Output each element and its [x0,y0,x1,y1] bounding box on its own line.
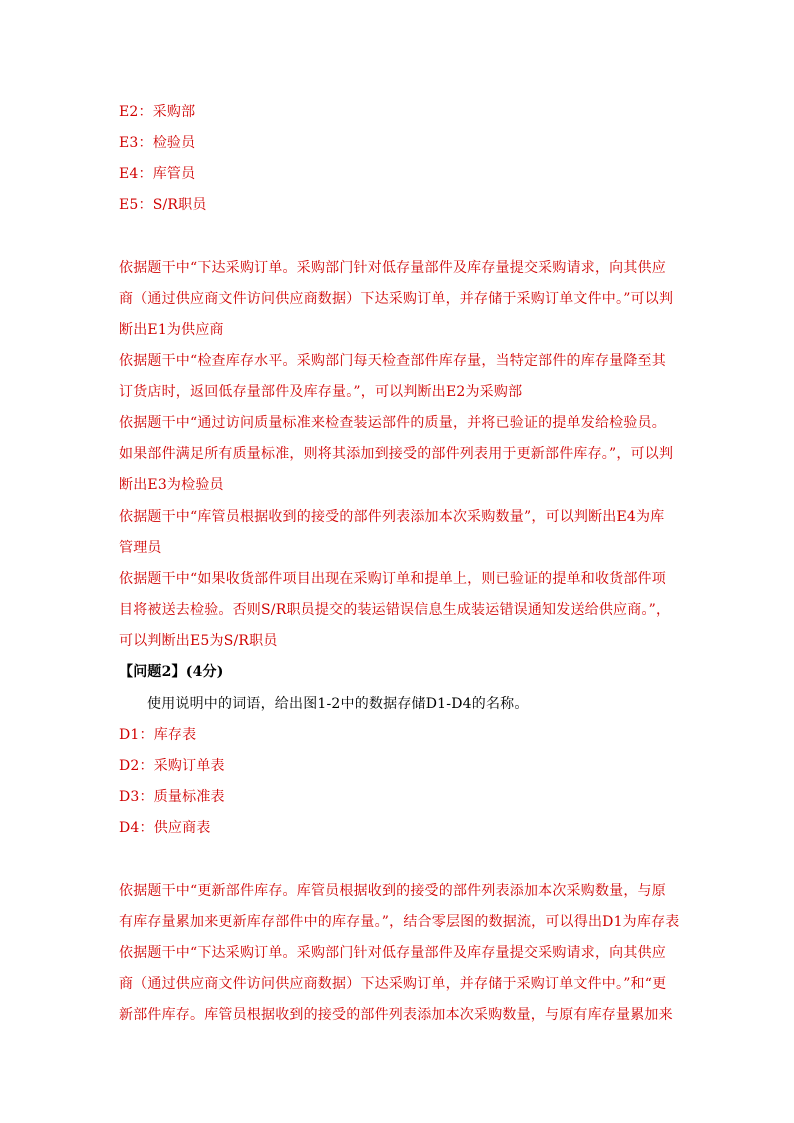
analysis-line: 依据题干中“库管员根据收到的接受的部件列表添加本次采购数量”，可以判断出E4为库 [119,509,665,525]
answer-item-e2: E2：采购部 [119,104,196,120]
analysis-line: 目将被送去检验。否则S/R职员提交的装运错误信息生成装运错误通知发送给供应商。”， [119,602,671,618]
answer-item-e5: E5：S/R职员 [119,197,207,213]
answer-item-e3: E3：检验员 [119,135,196,151]
analysis-line: 依据题干中“如果收货部件项目出现在采购订单和提单上，则已验证的提单和收货部件项 [119,571,666,587]
analysis-line: 依据题干中“检查库存水平。采购部门每天检查部件库存量，当特定部件的库存量降至其 [119,353,666,369]
answer-item-d3: D3：质量标准表 [119,789,225,805]
answer-item-d1: D1：库存表 [119,727,197,743]
analysis-line: 管理员 [119,540,162,556]
analysis-line: 断出E1为供应商 [119,322,224,338]
answer-item-d2: D2：采购订单表 [119,758,225,774]
analysis-line: 依据题干中“通过访问质量标准来检查装运部件的质量，并将已验证的提单发给检验员。 [119,415,666,431]
analysis-line: 断出E3为检验员 [119,477,224,493]
analysis-line: 可以判断出E5为S/R职员 [119,633,278,649]
analysis-line: 新部件库存。库管员根据收到的接受的部件列表添加本次采购数量，与原有库存量累加来 [119,1007,673,1023]
analysis-line: 依据题干中“下达采购订单。采购部门针对低存量部件及库存量提交采购请求，向其供应 [119,260,666,276]
analysis-line: 依据题干中“下达采购订单。采购部门针对低存量部件及库存量提交采购请求，向其供应 [119,945,666,961]
answer-item-d4: D4：供应商表 [119,820,211,836]
question-heading: 【问题2】(4分) [119,664,224,680]
analysis-line: 商（通过供应商文件访问供应商数据）下达采购订单，并存储于采购订单文件中。”可以判 [119,291,674,307]
answer-item-e4: E4：库管员 [119,166,196,182]
analysis-line: 有库存量累加来更新库存部件中的库存量。”，结合零层图的数据流，可以得出D1为库存表 [119,914,680,930]
analysis-line: 商（通过供应商文件访问供应商数据）下达采购订单，并存储于采购订单文件中。”和“更 [119,976,667,992]
analysis-line: 依据题干中“更新部件库存。库管员根据收到的接受的部件列表添加本次采购数量，与原 [119,883,666,899]
analysis-line: 如果部件满足所有质量标准，则将其添加到接受的部件列表用于更新部件库存。”，可以判 [119,446,674,462]
question-text: 使用说明中的词语，给出图1-2中的数据存储D1-D4的名称。 [147,696,529,712]
analysis-line: 订货店时，返回低存量部件及库存量。”，可以判断出E2为采购部 [119,384,523,400]
